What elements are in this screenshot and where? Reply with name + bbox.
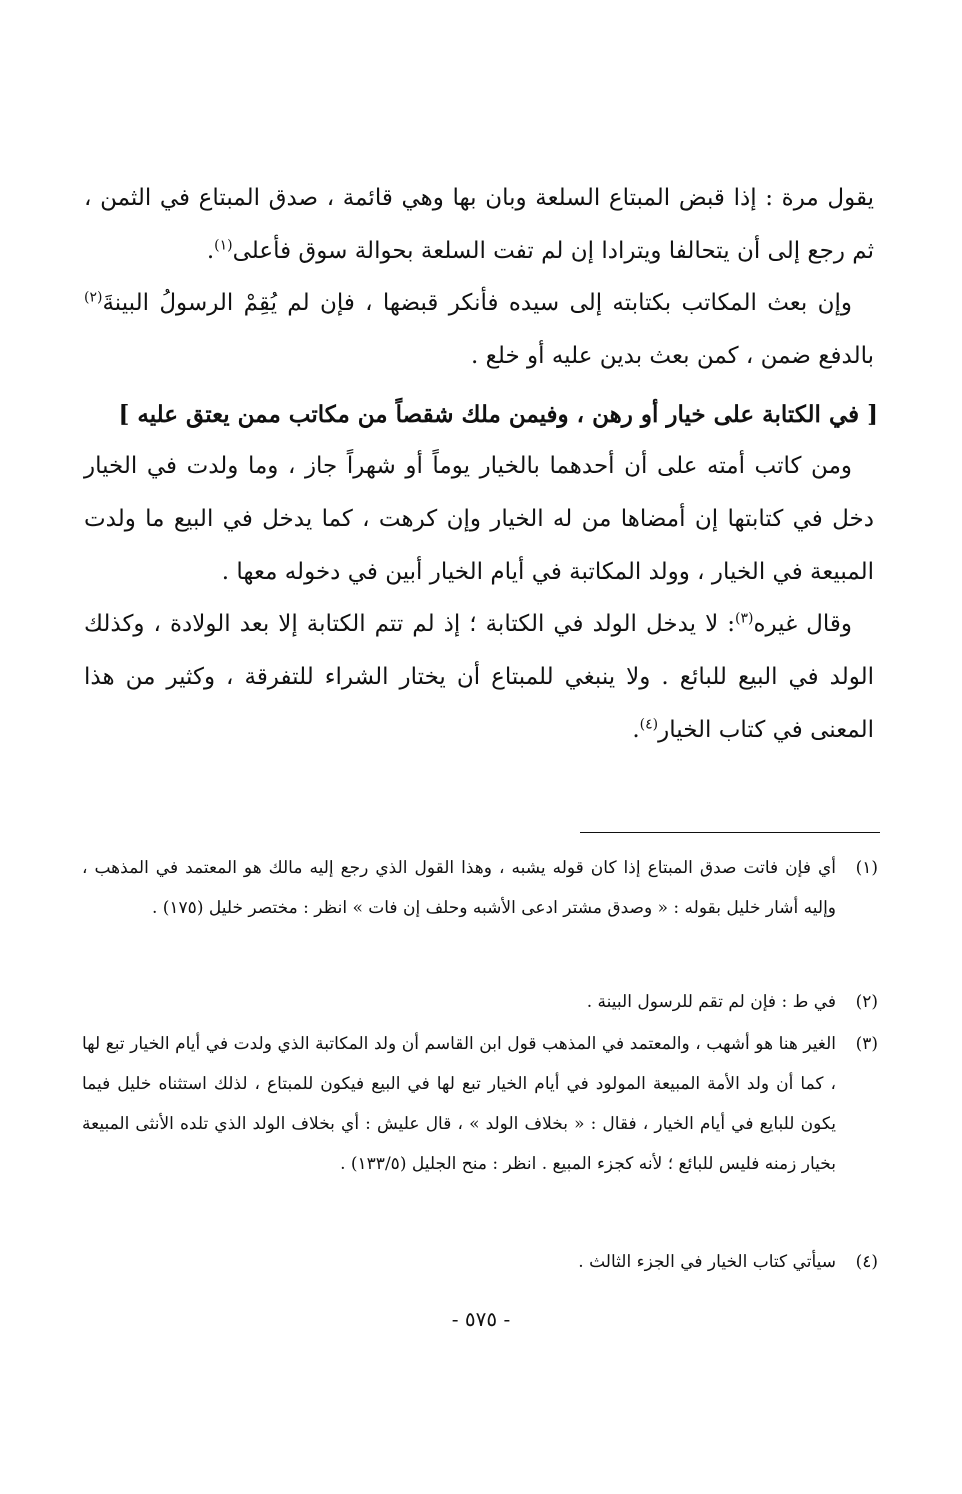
paragraph-1-end: . — [206, 238, 215, 264]
paragraph-4-text-mid: : لا يدخل الولد في الكتابة ؛ إذ لم تتم الكتابة إلا بعد الولادة ، وكذلك الولد في البيع للبائع . ولا ينبغي للمبتاع أن يختار الشراء للتفرقة ، وكثير من هذا المعنى في كتاب الخيار — [84, 611, 874, 743]
footnote-3-number: (٣) — [855, 1034, 878, 1054]
footnote-2-number: (٢) — [855, 992, 878, 1012]
paragraph-2-text: وإن بعث المكاتب بكتابته إلى سيده فأنكر قبضها ، فإن لم يُقِمْ الرسولُ البينةَ — [102, 290, 852, 316]
body-paragraph-3 — [84, 440, 874, 599]
footnote-ref-3[interactable]: (٣) — [734, 610, 754, 627]
footnote-ref-4[interactable]: (٤) — [639, 716, 659, 733]
footnote-4-text: سيأتي كتاب الخيار في الجزء الثالث . — [578, 1252, 836, 1272]
footnote-3 — [82, 1024, 878, 1184]
section-heading: [ في الكتابة على خيار أو رهن ، وفيمن ملك شقصاً من مكاتب ممن يعتق عليه ] — [118, 401, 878, 428]
footnote-4-number: (٤) — [855, 1252, 878, 1272]
page-number: - ٥٧٥ - — [451, 1307, 511, 1331]
body-paragraph-4 — [84, 598, 874, 757]
footnote-4 — [82, 1242, 878, 1282]
footnote-ref-2[interactable]: (٢) — [84, 289, 103, 306]
footnote-1 — [82, 848, 878, 928]
body-paragraph-2 — [84, 277, 874, 383]
footnote-1-number: (١) — [855, 858, 878, 878]
paragraph-4-end: . — [632, 717, 640, 743]
footnote-1-text: أي فإن فاتت صدق المبتاع إذا كان قوله يشبه ، وهذا القول الذي رجع إليه مالك هو المعتمد في المذهب ، وإليه أشار خليل بقوله : « وصدق مشتر ادعى الأشبه وحلف إن فات » انظر : مختصر خليل (١٧٥) . — [82, 858, 836, 918]
body-paragraph-1 — [84, 172, 874, 278]
paragraph-4-text-before: وقال غيره — [753, 611, 852, 637]
paragraph-1-text: يقول مرة : إذا قبض المبتاع السلعة وبان بها وهي قائمة ، صدق المبتاع في الثمن ، ثم رجع إلى أن يتحالفا ويترادا إن لم تفت السلعة بحوالة سوق فأعلى — [84, 185, 874, 264]
footnote-ref-1[interactable]: (١) — [214, 237, 233, 254]
footnote-3-text: الغير هنا هو أشهب ، والمعتمد في المذهب قول ابن القاسم أن ولد المكاتبة الذي ولدت في أيام الخيار تبع لها ، كما أن ولد الأمة المبيعة المولود في أيام الخيار تبع لها في البيع فيكون للمبتاع ، لذلك استثناه خليل فيما يكون للبايع في أيام الخيار ، فقال : « بخلاف الولد » ، قال عليش : أي بخلاف الولد الذي تلده الأنثى المبيعة بخيار زمنه فليس للبائع ؛ لأنه كجزء المبيع . انظر : منح الجليل (١٣٣/٥) . — [82, 1034, 836, 1174]
footnote-2-text: في ط : فإن لم تقم للرسول البينة . — [586, 992, 836, 1012]
paragraph-2-end: بالدفع ضمن ، كمن بعث بدين عليه أو خلع . — [471, 343, 874, 369]
paragraph-3-text: ومن كاتب أمته على أن أحدهما بالخيار يوماً أو شهراً جاز ، وما ولدت في الخيار دخل في كتابتها إن أمضاها من له الخيار وإن كرهت ، كما يدخل في البيع ما ولدت المبيعة في الخيار ، وولد المكاتبة في أيام الخيار أبين في دخوله معها . — [84, 453, 874, 585]
footnote-divider — [580, 832, 880, 833]
footnote-2 — [82, 982, 878, 1022]
